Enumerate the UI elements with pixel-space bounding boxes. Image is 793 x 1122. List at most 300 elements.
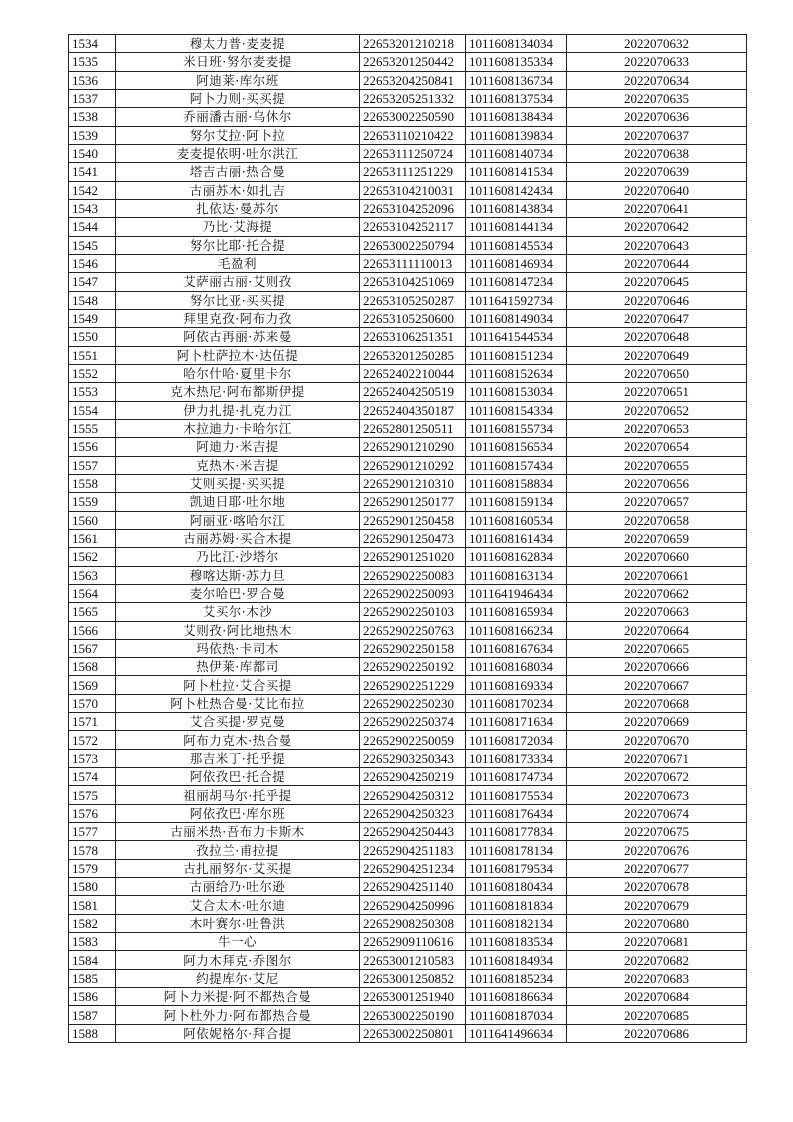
- student-name-cell: 艾则孜·阿比地热木: [116, 621, 360, 639]
- exam-number-cell: 22652901210290: [360, 438, 466, 456]
- exam-number-cell: 22652902250059: [360, 731, 466, 749]
- exam-number-cell: 22652904250996: [360, 896, 466, 914]
- student-name-cell: 麦尔哈巴·罗合曼: [116, 584, 360, 602]
- table-row: [69, 988, 747, 1006]
- student-id-cell: 2022070677: [567, 859, 747, 877]
- student-id-cell: 2022070654: [567, 438, 747, 456]
- exam-number-cell: 22653204250841: [360, 71, 466, 89]
- exam-number-cell: 22653001250852: [360, 969, 466, 987]
- student-name-cell: 努尔比亚·买买提: [116, 291, 360, 309]
- table-row: [69, 768, 747, 786]
- student-id-cell: 2022070670: [567, 731, 747, 749]
- student-id-cell: 2022070665: [567, 639, 747, 657]
- row-seq-cell: 1569: [69, 676, 116, 694]
- row-seq-cell: 1586: [69, 988, 116, 1006]
- table-row: [69, 309, 747, 327]
- table-row: [69, 603, 747, 621]
- student-id-cell: 2022070673: [567, 786, 747, 804]
- exam-number-cell: 22652902251229: [360, 676, 466, 694]
- row-seq-cell: 1559: [69, 493, 116, 511]
- student-name-cell: 阿卜杜拉·艾合买提: [116, 676, 360, 694]
- student-id-cell: 2022070644: [567, 254, 747, 272]
- certificate-number-cell: 1011608165934: [466, 603, 567, 621]
- exam-number-cell: 22652902250230: [360, 694, 466, 712]
- student-name-cell: 米日班·努尔麦麦提: [116, 53, 360, 71]
- student-id-cell: 2022070639: [567, 163, 747, 181]
- exam-number-cell: 22653104252117: [360, 218, 466, 236]
- table-row: [69, 181, 747, 199]
- certificate-number-cell: 1011641592734: [466, 291, 567, 309]
- row-seq-cell: 1578: [69, 841, 116, 859]
- student-name-cell: 麦麦提依明·吐尔洪江: [116, 144, 360, 162]
- certificate-number-cell: 1011608137534: [466, 89, 567, 107]
- student-name-cell: 阿迪莱·库尔班: [116, 71, 360, 89]
- row-seq-cell: 1549: [69, 309, 116, 327]
- certificate-number-cell: 1011608152634: [466, 364, 567, 382]
- student-id-cell: 2022070636: [567, 108, 747, 126]
- exam-number-cell: 22652901250473: [360, 529, 466, 547]
- student-name-cell: 古丽苏姆·买合木提: [116, 529, 360, 547]
- student-id-cell: 2022070657: [567, 493, 747, 511]
- row-seq-cell: 1561: [69, 529, 116, 547]
- row-seq-cell: 1541: [69, 163, 116, 181]
- certificate-number-cell: 1011608153034: [466, 383, 567, 401]
- certificate-number-cell: 1011608140734: [466, 144, 567, 162]
- student-id-cell: 2022070646: [567, 291, 747, 309]
- row-seq-cell: 1563: [69, 566, 116, 584]
- student-name-cell: 阿力木拜克·乔图尔: [116, 951, 360, 969]
- row-seq-cell: 1540: [69, 144, 116, 162]
- student-id-cell: 2022070642: [567, 218, 747, 236]
- row-seq-cell: 1572: [69, 731, 116, 749]
- certificate-number-cell: 1011608143834: [466, 199, 567, 217]
- exam-number-cell: 22652908250308: [360, 914, 466, 932]
- student-id-cell: 2022070669: [567, 713, 747, 731]
- row-seq-cell: 1565: [69, 603, 116, 621]
- certificate-number-cell: 1011608183534: [466, 933, 567, 951]
- row-seq-cell: 1560: [69, 511, 116, 529]
- row-seq-cell: 1555: [69, 419, 116, 437]
- exam-number-cell: 22652904250443: [360, 823, 466, 841]
- student-id-cell: 2022070674: [567, 804, 747, 822]
- row-seq-cell: 1577: [69, 823, 116, 841]
- exam-number-cell: 22653111110013: [360, 254, 466, 272]
- certificate-number-cell: 1011641544534: [466, 328, 567, 346]
- certificate-number-cell: 1011608162834: [466, 548, 567, 566]
- student-id-cell: 2022070675: [567, 823, 747, 841]
- certificate-number-cell: 1011608173334: [466, 749, 567, 767]
- row-seq-cell: 1574: [69, 768, 116, 786]
- exam-number-cell: 22653002250590: [360, 108, 466, 126]
- exam-number-cell: 22653106251351: [360, 328, 466, 346]
- student-name-cell: 古丽苏木·如扎吉: [116, 181, 360, 199]
- student-name-cell: 扎依达·曼苏尔: [116, 199, 360, 217]
- student-name-cell: 克木热尼·阿布都斯伊提: [116, 383, 360, 401]
- table-row: [69, 933, 747, 951]
- table-row: [69, 144, 747, 162]
- student-name-cell: 阿卜力米提·阿不都热合曼: [116, 988, 360, 1006]
- certificate-number-cell: 1011608138434: [466, 108, 567, 126]
- exam-number-cell: 22652902250374: [360, 713, 466, 731]
- row-seq-cell: 1585: [69, 969, 116, 987]
- table-row: [69, 456, 747, 474]
- table-row: [69, 493, 747, 511]
- student-name-cell: 艾则买提·买买提: [116, 474, 360, 492]
- exam-number-cell: 22652904250219: [360, 768, 466, 786]
- student-name-cell: 穆喀达斯·苏力旦: [116, 566, 360, 584]
- row-seq-cell: 1553: [69, 383, 116, 401]
- student-id-cell: 2022070676: [567, 841, 747, 859]
- exam-number-cell: 22653002250794: [360, 236, 466, 254]
- student-id-cell: 2022070660: [567, 548, 747, 566]
- certificate-number-cell: 1011608156534: [466, 438, 567, 456]
- exam-number-cell: 22652902250158: [360, 639, 466, 657]
- table-row: [69, 786, 747, 804]
- table-row: [69, 859, 747, 877]
- table-row: [69, 71, 747, 89]
- exam-number-cell: 22652904251183: [360, 841, 466, 859]
- student-id-cell: 2022070632: [567, 35, 747, 53]
- student-id-cell: 2022070662: [567, 584, 747, 602]
- student-name-cell: 艾合太木·吐尔迪: [116, 896, 360, 914]
- table-row: [69, 108, 747, 126]
- certificate-number-cell: 1011608155734: [466, 419, 567, 437]
- student-name-cell: 乔丽潘古丽·乌休尔: [116, 108, 360, 126]
- certificate-number-cell: 1011608145534: [466, 236, 567, 254]
- row-seq-cell: 1539: [69, 126, 116, 144]
- student-name-cell: 孜拉兰·甫拉提: [116, 841, 360, 859]
- certificate-number-cell: 1011608177834: [466, 823, 567, 841]
- certificate-number-cell: 1011608182134: [466, 914, 567, 932]
- certificate-number-cell: 1011608169334: [466, 676, 567, 694]
- student-id-cell: 2022070681: [567, 933, 747, 951]
- student-id-cell: 2022070679: [567, 896, 747, 914]
- exam-number-cell: 22653104210031: [360, 181, 466, 199]
- exam-number-cell: 22653104251069: [360, 273, 466, 291]
- table-row: [69, 694, 747, 712]
- exam-number-cell: 22652902250192: [360, 658, 466, 676]
- exam-number-cell: 22653111251229: [360, 163, 466, 181]
- exam-number-cell: 22652901250177: [360, 493, 466, 511]
- exam-number-cell: 22652901250458: [360, 511, 466, 529]
- student-name-cell: 艾萨丽古丽·艾则孜: [116, 273, 360, 291]
- row-seq-cell: 1537: [69, 89, 116, 107]
- student-id-cell: 2022070637: [567, 126, 747, 144]
- certificate-number-cell: 1011608163134: [466, 566, 567, 584]
- student-id-cell: 2022070635: [567, 89, 747, 107]
- exam-number-cell: 22653201210218: [360, 35, 466, 53]
- exam-number-cell: 22653105250600: [360, 309, 466, 327]
- table-row: [69, 383, 747, 401]
- student-name-cell: 阿依古再丽·苏来曼: [116, 328, 360, 346]
- student-id-cell: 2022070682: [567, 951, 747, 969]
- row-seq-cell: 1570: [69, 694, 116, 712]
- table-row: [69, 401, 747, 419]
- row-seq-cell: 1573: [69, 749, 116, 767]
- row-seq-cell: 1587: [69, 1006, 116, 1024]
- table-row: [69, 621, 747, 639]
- exam-number-cell: 22652902250763: [360, 621, 466, 639]
- certificate-number-cell: 1011608170234: [466, 694, 567, 712]
- certificate-number-cell: 1011608166234: [466, 621, 567, 639]
- certificate-number-cell: 1011608186634: [466, 988, 567, 1006]
- row-seq-cell: 1568: [69, 658, 116, 676]
- row-seq-cell: 1548: [69, 291, 116, 309]
- table-row: [69, 218, 747, 236]
- exam-number-cell: 22652902250093: [360, 584, 466, 602]
- row-seq-cell: 1588: [69, 1024, 116, 1042]
- student-id-cell: 2022070633: [567, 53, 747, 71]
- table-row: [69, 951, 747, 969]
- table-row: [69, 896, 747, 914]
- certificate-number-cell: 1011608141534: [466, 163, 567, 181]
- student-name-cell: 木拉迪力·卡哈尔江: [116, 419, 360, 437]
- student-id-cell: 2022070652: [567, 401, 747, 419]
- row-seq-cell: 1552: [69, 364, 116, 382]
- certificate-number-cell: 1011608136734: [466, 71, 567, 89]
- table-row: [69, 53, 747, 71]
- student-name-cell: 阿丽亚·喀哈尔江: [116, 511, 360, 529]
- certificate-number-cell: 1011608171634: [466, 713, 567, 731]
- table-row: [69, 749, 747, 767]
- table-row: [69, 878, 747, 896]
- student-name-cell: 阿布力克木·热合曼: [116, 731, 360, 749]
- table-row: [69, 529, 747, 547]
- certificate-number-cell: 1011608149034: [466, 309, 567, 327]
- student-name-cell: 阿卜力则·买买提: [116, 89, 360, 107]
- table-row: [69, 346, 747, 364]
- student-id-cell: 2022070684: [567, 988, 747, 1006]
- exam-number-cell: 22652902250083: [360, 566, 466, 584]
- student-id-cell: 2022070641: [567, 199, 747, 217]
- student-name-cell: 木叶赛尔·吐鲁洪: [116, 914, 360, 932]
- certificate-number-cell: 1011608185234: [466, 969, 567, 987]
- table-row: [69, 1006, 747, 1024]
- table-row: [69, 584, 747, 602]
- student-name-cell: 古丽给乃·吐尔逊: [116, 878, 360, 896]
- table-row: [69, 364, 747, 382]
- row-seq-cell: 1536: [69, 71, 116, 89]
- table-row: [69, 236, 747, 254]
- certificate-number-cell: 1011608139834: [466, 126, 567, 144]
- student-name-cell: 哈尔什哈·夏里卡尔: [116, 364, 360, 382]
- row-seq-cell: 1558: [69, 474, 116, 492]
- certificate-number-cell: 1011608179534: [466, 859, 567, 877]
- student-name-cell: 祖丽胡马尔·托乎提: [116, 786, 360, 804]
- student-name-cell: 约提库尔·艾尼: [116, 969, 360, 987]
- student-id-cell: 2022070672: [567, 768, 747, 786]
- exam-number-cell: 22653201250442: [360, 53, 466, 71]
- student-id-cell: 2022070667: [567, 676, 747, 694]
- exam-number-cell: 22653110210422: [360, 126, 466, 144]
- row-seq-cell: 1584: [69, 951, 116, 969]
- student-id-cell: 2022070680: [567, 914, 747, 932]
- certificate-number-cell: 1011608168034: [466, 658, 567, 676]
- certificate-number-cell: 1011608176434: [466, 804, 567, 822]
- row-seq-cell: 1543: [69, 199, 116, 217]
- table-row: [69, 474, 747, 492]
- student-name-cell: 玛依热·卡司木: [116, 639, 360, 657]
- row-seq-cell: 1545: [69, 236, 116, 254]
- exam-number-cell: 22652904250312: [360, 786, 466, 804]
- table-row: [69, 731, 747, 749]
- row-seq-cell: 1550: [69, 328, 116, 346]
- table-row: [69, 126, 747, 144]
- row-seq-cell: 1562: [69, 548, 116, 566]
- row-seq-cell: 1567: [69, 639, 116, 657]
- table-row: [69, 566, 747, 584]
- row-seq-cell: 1551: [69, 346, 116, 364]
- student-id-cell: 2022070640: [567, 181, 747, 199]
- table-row: [69, 804, 747, 822]
- exam-number-cell: 22652904250323: [360, 804, 466, 822]
- table-row: [69, 823, 747, 841]
- row-seq-cell: 1579: [69, 859, 116, 877]
- student-id-cell: 2022070634: [567, 71, 747, 89]
- student-name-cell: 凯迪日耶·吐尔地: [116, 493, 360, 511]
- certificate-number-cell: 1011608184934: [466, 951, 567, 969]
- exam-number-cell: 22652404250519: [360, 383, 466, 401]
- row-seq-cell: 1566: [69, 621, 116, 639]
- student-id-cell: 2022070650: [567, 364, 747, 382]
- student-name-cell: 阿依孜巴·托合提: [116, 768, 360, 786]
- table-row: [69, 291, 747, 309]
- certificate-number-cell: 1011608161434: [466, 529, 567, 547]
- row-seq-cell: 1575: [69, 786, 116, 804]
- student-name-cell: 牛一心: [116, 933, 360, 951]
- certificate-number-cell: 1011608180434: [466, 878, 567, 896]
- student-name-cell: 艾买尔·木沙: [116, 603, 360, 621]
- student-name-cell: 努尔艾拉·阿卜拉: [116, 126, 360, 144]
- row-seq-cell: 1544: [69, 218, 116, 236]
- roster-body: [69, 35, 747, 1043]
- student-name-cell: 阿卜杜热合曼·艾比布拉: [116, 694, 360, 712]
- certificate-number-cell: 1011608172034: [466, 731, 567, 749]
- exam-number-cell: 22653205251332: [360, 89, 466, 107]
- student-id-cell: 2022070671: [567, 749, 747, 767]
- exam-number-cell: 22652901210292: [360, 456, 466, 474]
- exam-number-cell: 22652903250343: [360, 749, 466, 767]
- table-row: [69, 511, 747, 529]
- row-seq-cell: 1583: [69, 933, 116, 951]
- student-id-cell: 2022070678: [567, 878, 747, 896]
- table-row: [69, 914, 747, 932]
- certificate-number-cell: 1011608135334: [466, 53, 567, 71]
- row-seq-cell: 1557: [69, 456, 116, 474]
- certificate-number-cell: 1011608134034: [466, 35, 567, 53]
- row-seq-cell: 1534: [69, 35, 116, 53]
- row-seq-cell: 1571: [69, 713, 116, 731]
- exam-number-cell: 22653002250190: [360, 1006, 466, 1024]
- student-name-cell: 阿依孜巴·库尔班: [116, 804, 360, 822]
- student-id-cell: 2022070655: [567, 456, 747, 474]
- student-id-cell: 2022070651: [567, 383, 747, 401]
- row-seq-cell: 1556: [69, 438, 116, 456]
- table-row: [69, 419, 747, 437]
- table-row: [69, 969, 747, 987]
- student-id-cell: 2022070649: [567, 346, 747, 364]
- certificate-number-cell: 1011608157434: [466, 456, 567, 474]
- student-name-cell: 阿卜杜外力·阿布都热合曼: [116, 1006, 360, 1024]
- table-row: [69, 658, 747, 676]
- exam-number-cell: 22652904251140: [360, 878, 466, 896]
- certificate-number-cell: 1011608154334: [466, 401, 567, 419]
- row-seq-cell: 1535: [69, 53, 116, 71]
- row-seq-cell: 1546: [69, 254, 116, 272]
- student-id-cell: 2022070656: [567, 474, 747, 492]
- certificate-number-cell: 1011608174734: [466, 768, 567, 786]
- student-id-cell: 2022070658: [567, 511, 747, 529]
- student-id-cell: 2022070666: [567, 658, 747, 676]
- exam-number-cell: 22653001210583: [360, 951, 466, 969]
- exam-number-cell: 22652901251020: [360, 548, 466, 566]
- student-name-cell: 穆太力普·麦麦提: [116, 35, 360, 53]
- exam-number-cell: 22653001251940: [360, 988, 466, 1006]
- exam-number-cell: 22652402210044: [360, 364, 466, 382]
- student-name-cell: 克热木·米吉提: [116, 456, 360, 474]
- student-name-cell: 努尔比耶·托合提: [116, 236, 360, 254]
- student-name-cell: 乃比江·沙塔尔: [116, 548, 360, 566]
- certificate-number-cell: 1011641946434: [466, 584, 567, 602]
- table-row: [69, 1024, 747, 1042]
- certificate-number-cell: 1011608142434: [466, 181, 567, 199]
- row-seq-cell: 1581: [69, 896, 116, 914]
- student-name-cell: 毛盈利: [116, 254, 360, 272]
- student-name-cell: 艾合买提·罗克曼: [116, 713, 360, 731]
- student-name-cell: 古丽米热·吾布力卡斯木: [116, 823, 360, 841]
- student-name-cell: 乃比·艾海提: [116, 218, 360, 236]
- row-seq-cell: 1547: [69, 273, 116, 291]
- row-seq-cell: 1582: [69, 914, 116, 932]
- student-id-cell: 2022070659: [567, 529, 747, 547]
- student-name-cell: 古扎丽努尔·艾买提: [116, 859, 360, 877]
- student-id-cell: 2022070653: [567, 419, 747, 437]
- row-seq-cell: 1554: [69, 401, 116, 419]
- table-row: [69, 841, 747, 859]
- student-id-cell: 2022070686: [567, 1024, 747, 1042]
- student-id-cell: 2022070638: [567, 144, 747, 162]
- exam-number-cell: 22652404350187: [360, 401, 466, 419]
- certificate-number-cell: 1011608146934: [466, 254, 567, 272]
- table-row: [69, 273, 747, 291]
- student-id-cell: 2022070645: [567, 273, 747, 291]
- certificate-number-cell: 1011641496634: [466, 1024, 567, 1042]
- table-row: [69, 438, 747, 456]
- table-row: [69, 328, 747, 346]
- student-name-cell: 塔吉古丽·热合曼: [116, 163, 360, 181]
- student-id-cell: 2022070668: [567, 694, 747, 712]
- table-row: [69, 639, 747, 657]
- certificate-number-cell: 1011608175534: [466, 786, 567, 804]
- student-id-cell: 2022070663: [567, 603, 747, 621]
- exam-number-cell: 22652901210310: [360, 474, 466, 492]
- student-id-cell: 2022070647: [567, 309, 747, 327]
- exam-number-cell: 22652902250103: [360, 603, 466, 621]
- certificate-number-cell: 1011608151234: [466, 346, 567, 364]
- student-id-cell: 2022070683: [567, 969, 747, 987]
- table-row: [69, 163, 747, 181]
- student-name-cell: 热伊莱·库都司: [116, 658, 360, 676]
- certificate-number-cell: 1011608167634: [466, 639, 567, 657]
- table-row: [69, 89, 747, 107]
- exam-number-cell: 22653104252096: [360, 199, 466, 217]
- student-name-cell: 伊力扎提·扎克力江: [116, 401, 360, 419]
- row-seq-cell: 1538: [69, 108, 116, 126]
- student-name-cell: 那吉米丁·托乎提: [116, 749, 360, 767]
- table-row: [69, 35, 747, 53]
- exam-number-cell: 22653201250285: [360, 346, 466, 364]
- student-id-cell: 2022070648: [567, 328, 747, 346]
